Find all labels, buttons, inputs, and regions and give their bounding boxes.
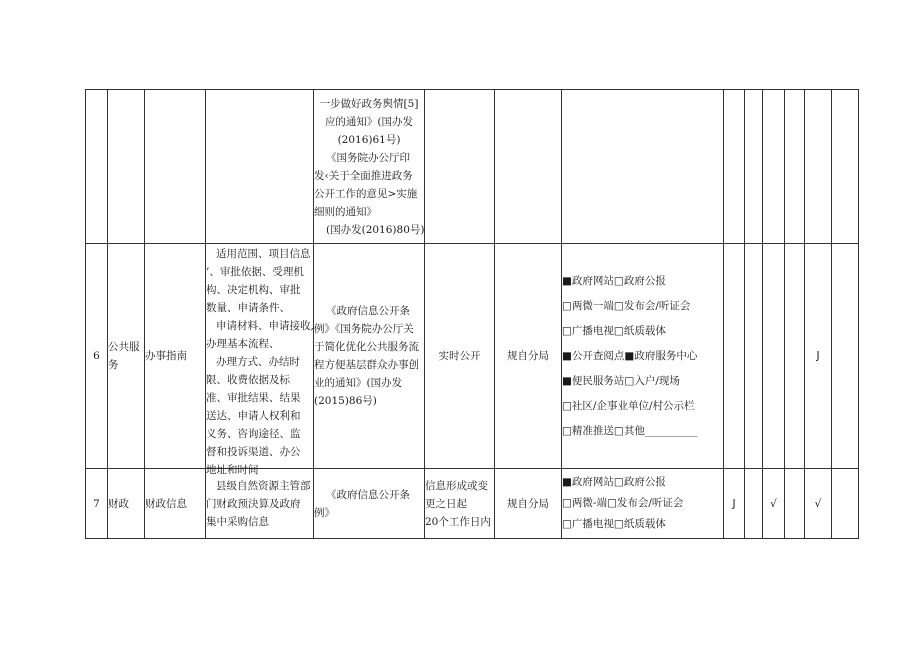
- basis-line: 《国务院办公厅印: [326, 151, 410, 164]
- channel-option: ■公开查阅点■政府服务中心: [562, 349, 698, 362]
- channel-cell: [562, 469, 724, 539]
- basis-line: 于简化优化公共服务流: [314, 341, 419, 353]
- time-limit-cell: [425, 469, 495, 539]
- scope-line: 办理方式、办结时: [216, 355, 300, 368]
- channel-option: □两微一端□发布会/听证会: [562, 299, 691, 312]
- time-limit-line: 20个工作日内: [425, 515, 491, 528]
- basis-line: 业的通知》(国办发: [314, 377, 403, 389]
- channel-option: □社区/企事业单位/村公示栏: [562, 399, 695, 412]
- time-limit-cell: [425, 90, 495, 244]
- basis-line: 例》: [314, 506, 335, 519]
- mark-cell: [763, 244, 785, 469]
- mark-cell: [724, 244, 745, 469]
- channel-option: □广播电视□纸质载体: [562, 324, 666, 337]
- scope-line: 数量、申请条件、: [206, 301, 290, 314]
- mark-cell: [832, 90, 859, 244]
- row-number: 7: [86, 469, 108, 539]
- scope-line: 县级自然资源主管部: [216, 479, 311, 492]
- scope-line: 督和投诉渠道、办公: [206, 445, 301, 458]
- basis-line: 《政府信息公开条: [326, 305, 410, 317]
- category-cell: [108, 244, 145, 469]
- item-name: 财政信息: [145, 469, 206, 539]
- mark-cell: √: [763, 469, 785, 539]
- channel-option: ■政府网站□政府公报: [562, 274, 666, 287]
- subject-cell: 规自分局: [495, 469, 562, 539]
- scope-line: 门财政预決算及政府: [206, 497, 301, 510]
- basis-line: 《政府信息公开条: [326, 488, 410, 501]
- scope-cell: [206, 244, 314, 476]
- channel-option: □精准推送□其他__________: [562, 424, 698, 437]
- category-line: 财政: [108, 497, 129, 510]
- channel-option: ■政府网站□政府公报: [562, 476, 666, 488]
- mark-cell: J: [805, 244, 832, 469]
- mark-cell: √: [805, 469, 832, 539]
- mark-cell: [785, 469, 805, 539]
- channel-cell: [562, 244, 724, 469]
- subject-cell: [495, 90, 562, 244]
- scope-line: 集中采购信息: [206, 515, 269, 528]
- scope-line: 构、决定机构、审批: [206, 283, 301, 296]
- item-name: 办事指南: [145, 244, 206, 469]
- basis-line: (国办发(2016)80号): [326, 223, 425, 236]
- basis-line: 一步做好政务舆情[5]: [319, 97, 419, 110]
- basis-line: 程方便基层群众办事创: [314, 359, 419, 371]
- subject-cell: 规自分局: [495, 244, 562, 469]
- channel-option: ■便民服务站□入户/现场: [562, 374, 680, 387]
- scope-line: 限、收费依据及标: [206, 373, 290, 386]
- mark-cell: [785, 90, 805, 244]
- mark-cell: [805, 90, 832, 244]
- scope-line: 义务、咨询途径、监: [206, 427, 301, 440]
- mark-cell: J: [724, 469, 745, 539]
- scope-line: 准、审批结果、结果: [206, 391, 301, 404]
- basis-cell: [314, 469, 425, 539]
- time-limit-line: 信息形成或变: [425, 479, 488, 492]
- table-row: [86, 469, 859, 539]
- mark-cell: [745, 469, 763, 539]
- basis-line: (2016)61号): [337, 133, 401, 146]
- basis-line: 细则的通知》: [314, 205, 377, 218]
- mark-cell: [745, 244, 763, 469]
- scope-line: ’、审批依据、受理机: [206, 265, 304, 278]
- mark-cell: [832, 469, 859, 539]
- channel-option: □两微-端□发布会/听证会: [562, 497, 684, 509]
- scope-line: 地址和时间: [206, 463, 259, 476]
- row-number: [86, 90, 108, 244]
- scope-cell: [206, 90, 314, 244]
- table-row: [86, 90, 859, 244]
- basis-cell: [314, 90, 425, 244]
- channel-option: □广播电视□纸质载体: [562, 518, 666, 530]
- category-cell: [108, 469, 145, 539]
- mark-cell: [745, 90, 763, 244]
- scope-line: 申请材料、申请接收,: [216, 319, 314, 332]
- scope-line: 办理基本流程、: [206, 337, 280, 350]
- scope-cell: [206, 469, 314, 539]
- category-cell: [108, 90, 145, 244]
- mark-cell: [832, 244, 859, 469]
- basis-line: 应的通知》(国办发: [324, 115, 414, 128]
- time-limit-line: 更之日起: [425, 497, 467, 510]
- row-number: 6: [86, 244, 108, 469]
- category-line: 务: [108, 359, 119, 371]
- basis-cell: [314, 244, 425, 469]
- time-limit-line: 实时公开: [438, 350, 481, 362]
- category-line: 公共服: [108, 341, 140, 353]
- scope-line: 送达、申请人权利和: [206, 409, 301, 422]
- basis-line: 公开工作的意见>实施: [314, 187, 418, 200]
- channel-cell: [562, 90, 724, 244]
- time-limit-cell: [425, 244, 495, 469]
- item-name: [145, 90, 206, 244]
- mark-cell: [724, 90, 745, 244]
- mark-cell: [763, 90, 785, 244]
- mark-cell: [785, 244, 805, 469]
- disclosure-table: [85, 89, 859, 539]
- basis-line: 例》《国务院办公厅关: [314, 323, 414, 335]
- scope-line: 适用范围、项目信息: [216, 247, 311, 260]
- basis-line: (2015)86号): [314, 395, 377, 407]
- basis-line: 发‹关于全面推进政务: [314, 169, 413, 182]
- table-row: [86, 244, 859, 469]
